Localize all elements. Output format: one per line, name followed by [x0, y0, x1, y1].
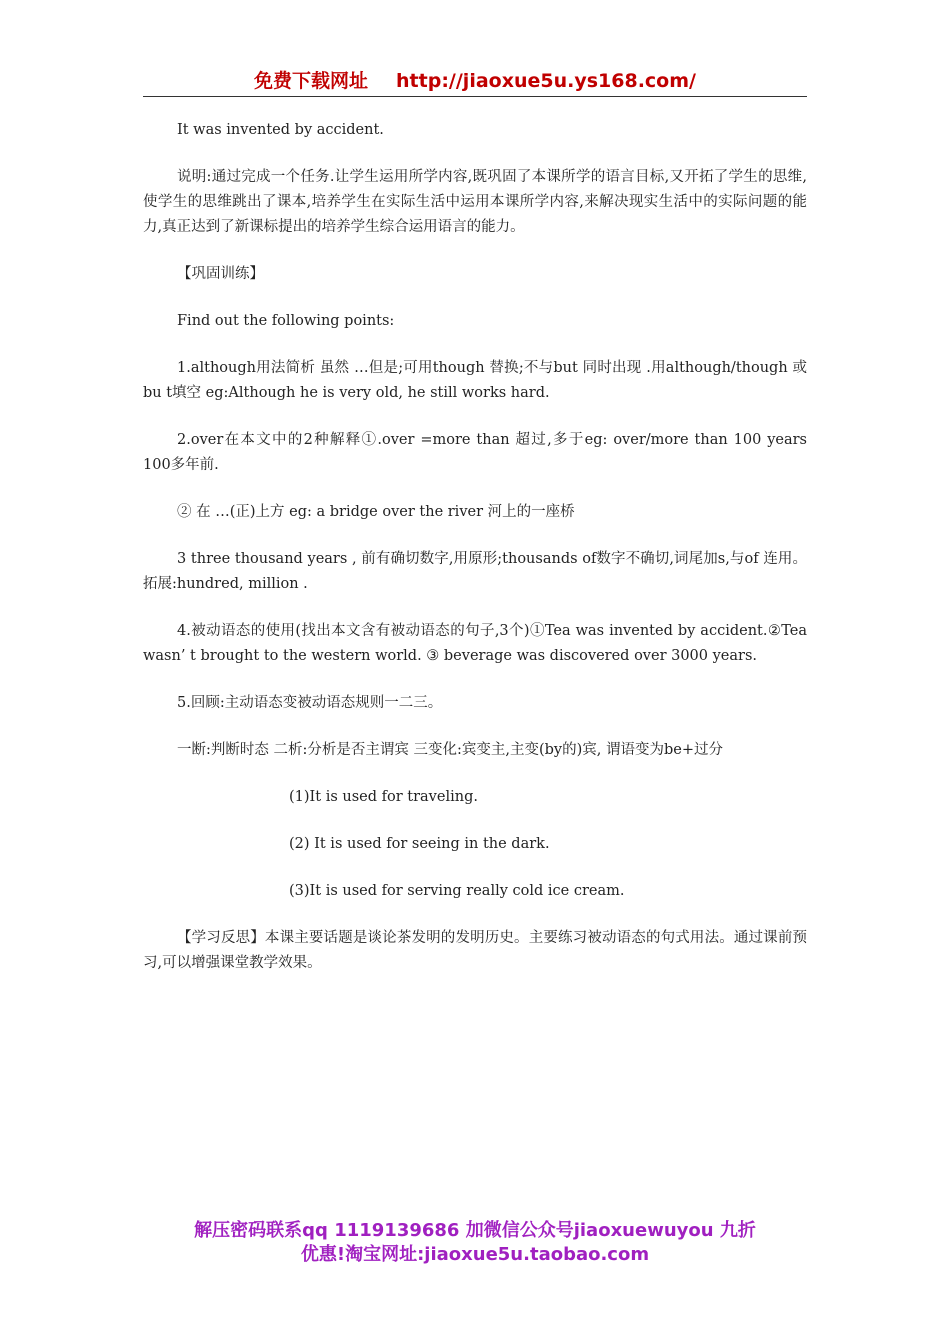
header-url-link[interactable]: http://jiaoxue5u.ys168.com/	[396, 70, 696, 92]
example-sentence: (2) It is used for seeing in the dark.	[289, 836, 550, 852]
reflection-paragraph: 【学习反思】本课主要话题是谈论茶发明的发明历史。主要练习被动语态的句式用法。通过课前预习,可以增强课堂教学效果。	[143, 930, 807, 971]
point-3: 3 three thousand years , 前有确切数字,用原形;thousands of数字不确切,词尾加s,与of 连用。 拓展:hundred, million .	[143, 551, 807, 592]
footer-line-1: 解压密码联系qq 1119139686 加微信公众号jiaoxuewuyou 九折	[194, 1220, 756, 1241]
section-title: 【巩固训练】	[177, 266, 264, 282]
point-5: 5.回顾:主动语态变被动语态规则一二三。	[177, 695, 443, 711]
paragraph-invented: It was invented by accident.	[177, 122, 384, 138]
page-header	[143, 66, 807, 97]
header-label: 免费下载网址	[254, 70, 369, 92]
point-2: 2.over在本文中的2种解释①.over =more than 超过,多于eg: over/more than 100 years 100多年前.	[143, 432, 807, 473]
example-sentence: (3)It is used for serving really cold ice cream.	[289, 883, 625, 899]
paragraph-find-points: Find out the following points:	[177, 313, 395, 329]
point-4: 4.被动语态的使用(找出本文含有被动语态的句子,3个)①Tea was invented by accident.②Tea wasn’ t brought to the western world. ③ beverage was discovered over 3000 years.	[143, 623, 807, 664]
footer-line-2: 优惠!淘宝网址:jiaoxue5u.taobao.com	[300, 1244, 650, 1265]
point-2b: ② 在 …(正)上方 eg: a bridge over the river 河上的一座桥	[177, 504, 575, 520]
paragraph-note: 说明:通过完成一个任务.让学生运用所学内容,既巩固了本课所学的语言目标,又开拓了学生的思维,使学生的思维跳出了课本,培养学生在实际生活中运用本课所学内容,来解决现实生活中的实际问题的能力,真正达到了新课标提出的培养学生综合运用语言的能力。	[143, 169, 807, 235]
point-1: 1.although用法简析 虽然 …但是;可用though 替换;不与but 同时出现 .用although/though 或bu t填空 eg:Although he is very old, he still works hard.	[143, 360, 807, 401]
example-sentence: (1)It is used for traveling.	[289, 789, 478, 805]
page-footer	[120, 1219, 830, 1267]
rules-paragraph: 一断:判断时态 二析:分析是否主谓宾 三变化:宾变主,主变(by的)宾, 谓语变为be+过分	[177, 742, 723, 758]
document-body	[143, 118, 807, 998]
